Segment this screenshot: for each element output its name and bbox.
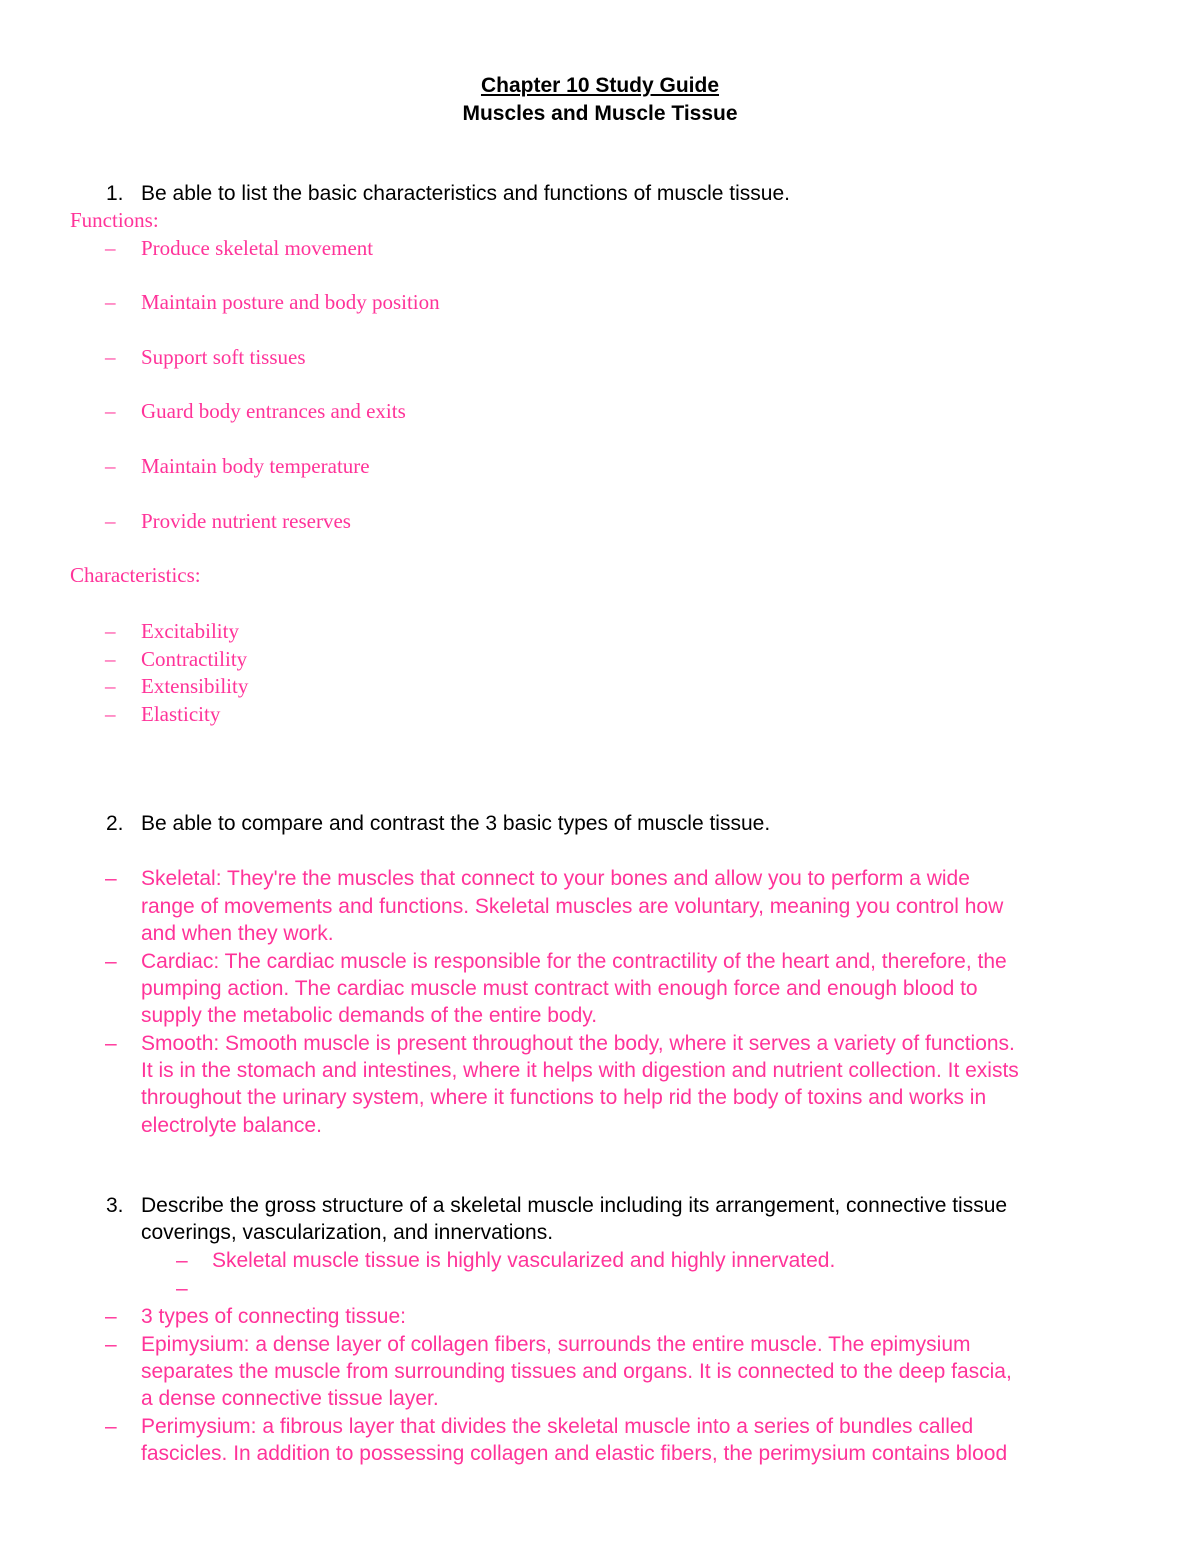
characteristic-item: Contractility bbox=[141, 647, 248, 671]
smooth-line: Smooth: Smooth muscle is present throughout the body, where it serves a variety of functions. bbox=[141, 1032, 1015, 1055]
smooth-line: electrolyte balance. bbox=[141, 1114, 322, 1137]
function-item: Maintain posture and body position bbox=[141, 290, 440, 314]
function-item: Support soft tissues bbox=[141, 345, 306, 369]
bullet-dash: – bbox=[105, 290, 116, 314]
characteristic-item: Extensibility bbox=[141, 674, 249, 698]
function-item: Maintain body temperature bbox=[141, 454, 370, 478]
bullet-dash: – bbox=[105, 702, 116, 726]
function-item: Produce skeletal movement bbox=[141, 236, 374, 260]
bullet-dash: – bbox=[105, 619, 116, 643]
q3-text-line: Describe the gross structure of a skeletal muscle including its arrangement, connective tissue bbox=[141, 1194, 1008, 1217]
function-item: Provide nutrient reserves bbox=[141, 509, 351, 533]
cardiac-line: Cardiac: The cardiac muscle is responsible for the contractility of the heart and, therefore, the bbox=[141, 950, 1007, 973]
q2-number: 2. bbox=[106, 812, 124, 835]
epimysium-line: separates the muscle from surrounding tissues and organs. It is connected to the deep fascia, bbox=[141, 1360, 1012, 1383]
bullet-dash: – bbox=[105, 399, 116, 423]
characteristic-item: Excitability bbox=[141, 619, 239, 643]
bullet-dash: – bbox=[105, 647, 116, 671]
connecting-tissue-heading: 3 types of connecting tissue: bbox=[141, 1305, 406, 1328]
bullet-dash: – bbox=[105, 1415, 117, 1438]
cardiac-line: supply the metabolic demands of the entire body. bbox=[141, 1004, 598, 1027]
bullet-dash: – bbox=[105, 1032, 117, 1055]
smooth-line: throughout the urinary system, where it functions to help rid the body of toxins and works in bbox=[141, 1086, 987, 1109]
bullet-dash: – bbox=[105, 509, 116, 533]
cardiac-line: pumping action. The cardiac muscle must contract with enough force and enough blood to bbox=[141, 977, 978, 1000]
document-title: Chapter 10 Study Guide bbox=[480, 74, 720, 97]
skeletal-line: Skeletal: They're the muscles that connect to your bones and allow you to perform a wide bbox=[141, 867, 970, 890]
q1-number: 1. bbox=[106, 182, 124, 205]
bullet-dash: – bbox=[105, 674, 116, 698]
perimysium-line: Perimysium: a fibrous layer that divides the skeletal muscle into a series of bundles called bbox=[141, 1415, 974, 1438]
characteristic-item: Elasticity bbox=[141, 702, 221, 726]
q3-number: 3. bbox=[106, 1194, 124, 1217]
q3-text-line: coverings, vascularization, and innervations. bbox=[141, 1221, 554, 1244]
bullet-dash: – bbox=[105, 1333, 117, 1356]
document-subtitle: Muscles and Muscle Tissue bbox=[462, 102, 738, 125]
bullet-dash: – bbox=[105, 454, 116, 478]
bullet-dash: – bbox=[105, 1305, 117, 1328]
bullet-dash: – bbox=[105, 867, 117, 890]
bullet-dash: – bbox=[105, 236, 116, 260]
q2-text: Be able to compare and contrast the 3 basic types of muscle tissue. bbox=[141, 812, 771, 835]
bullet-dash: – bbox=[105, 950, 117, 973]
functions-label: Functions: bbox=[70, 208, 159, 232]
bullet-dash: – bbox=[105, 345, 116, 369]
skeletal-line: and when they work. bbox=[141, 922, 334, 945]
function-item: Guard body entrances and exits bbox=[141, 399, 406, 423]
characteristics-label: Characteristics: bbox=[70, 563, 201, 587]
epimysium-line: a dense connective tissue layer. bbox=[141, 1387, 439, 1410]
smooth-line: It is in the stomach and intestines, where it helps with digestion and nutrient collection. It exists bbox=[141, 1059, 1019, 1082]
sub-bullet-dash: – bbox=[176, 1249, 188, 1272]
perimysium-line: fascicles. In addition to possessing collagen and elastic fibers, the perimysium contains blood bbox=[141, 1442, 1008, 1465]
epimysium-line: Epimysium: a dense layer of collagen fibers, surrounds the entire muscle. The epimysium bbox=[141, 1333, 971, 1356]
skeletal-line: range of movements and functions. Skeletal muscles are voluntary, meaning you control how bbox=[141, 895, 1004, 918]
q3-sub-bullet: Skeletal muscle tissue is highly vascularized and highly innervated. bbox=[212, 1249, 836, 1272]
q1-text: Be able to list the basic characteristics and functions of muscle tissue. bbox=[141, 182, 790, 205]
sub-bullet-dash: – bbox=[176, 1277, 188, 1300]
